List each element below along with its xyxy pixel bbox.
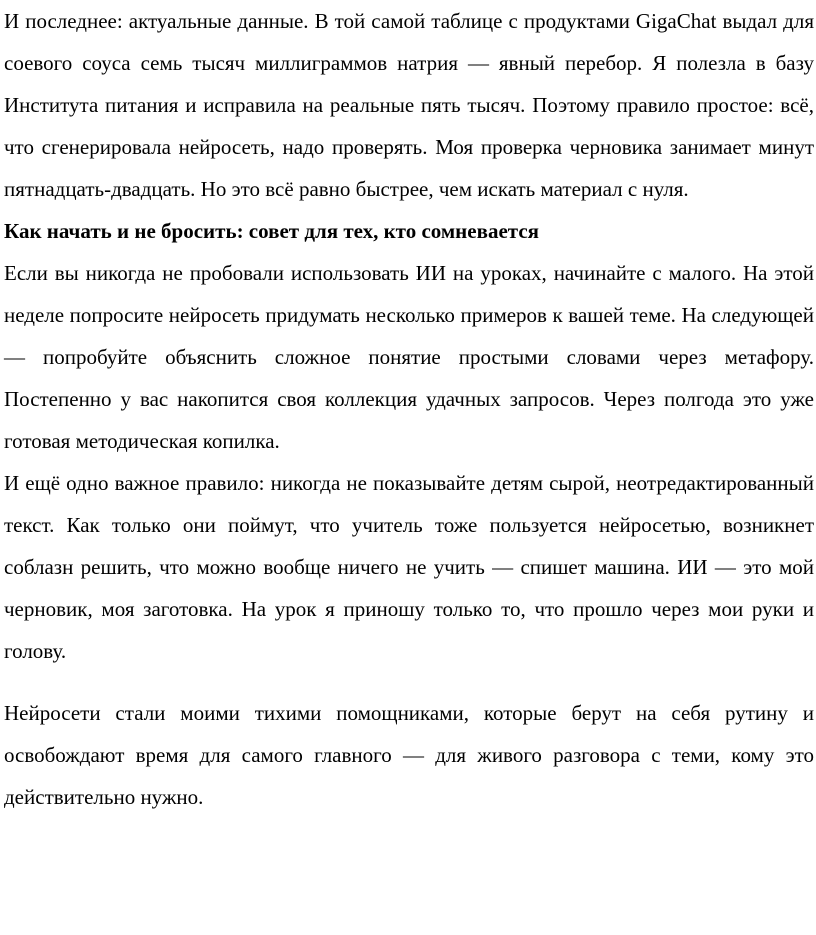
document-body: [4, 0, 814, 818]
paragraph-fact-checking: И последнее: актуальные данные. В той самой таблице с продуктами GigaChat выдал для соевого соуса семь тысяч миллиграммов натрия — явный перебор. Я полезла в базу Института питания и исправила на реальные пять тысяч. Поэтому правило простое: всё, что сгенерировала нейросеть, надо проверять. Моя проверка черновика занимает минут пятнадцать-двадцать. Но это всё равно быстрее, чем искать материал с нуля.: [4, 9, 814, 201]
paragraph-important-rule: И ещё одно важное правило: никогда не показывайте детям сырой, неотредактированный текст. Как только они поймут, что учитель тоже пользуется нейросетью, возникнет соблазн решить, что можно вообще ничего не учить — спишет машина. ИИ — это мой черновик, моя заготовка. На урок я приношу только то, что прошло через мои руки и голову.: [4, 471, 814, 663]
paragraph-conclusion: Нейросети стали моими тихими помощниками, которые берут на себя рутину и освобождают время для самого главного — для живого разговора с теми, кому это действительно нужно.: [4, 701, 814, 809]
paragraph-spacer: [4, 672, 814, 692]
paragraph-start-small: Если вы никогда не пробовали использовать ИИ на уроках, начинайте с малого. На этой неделе попросите нейросеть придумать несколько примеров к вашей теме. На следующей — попробуйте объяснить сложное понятие простыми словами через метафору. Постепенно у вас накопится своя коллекция удачных запросов. Через полгода это уже готовая методическая копилка.: [4, 261, 814, 453]
section-heading: Как начать и не бросить: совет для тех, кто сомневается: [4, 219, 540, 243]
